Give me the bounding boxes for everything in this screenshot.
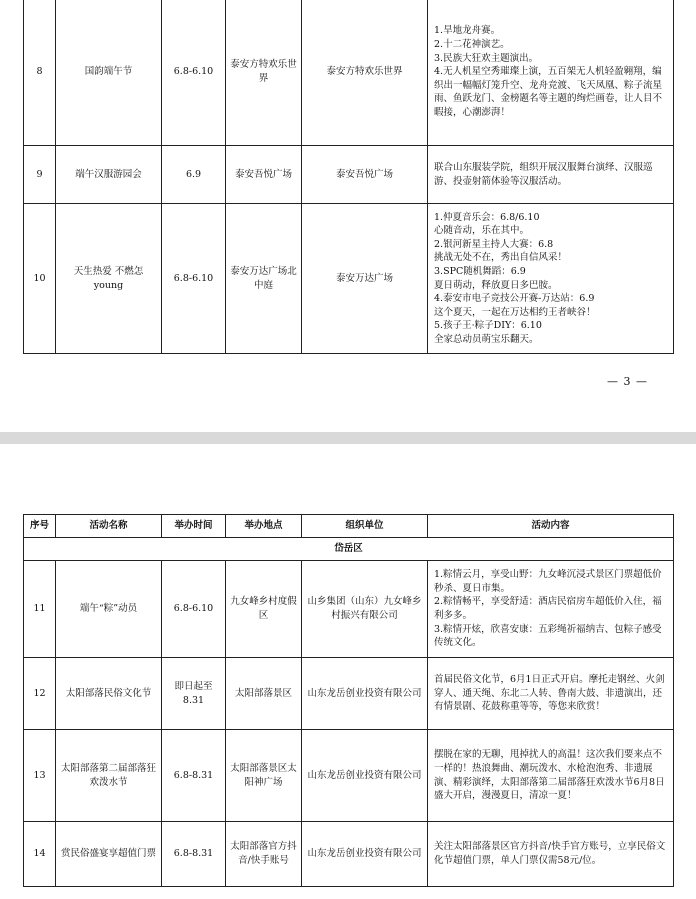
header-activity-name: 活动名称 [56,515,162,538]
header-time: 举办时间 [162,515,226,538]
activity-content [428,146,674,204]
content-line: 挑战无处不在，秀出自信风采！ [434,252,568,264]
content-line: 1.仲夏音乐会：6.8/6.10 [434,211,540,223]
content-line: 这个夏天，一起在万达相约王者峡谷！ [434,306,596,318]
row-number: 11 [24,561,56,658]
row-number: 10 [24,204,56,354]
row-number: 14 [24,822,56,887]
page-number: — 3 — [607,375,648,388]
activity-name: 天生热爱 不燃怎young [56,204,162,354]
activity-name: 太阳部落民俗文化节 [56,658,162,730]
content-line: 心随音动，乐在其中。 [434,225,530,237]
activity-place: 太阳部落官方抖音/快手账号 [226,822,302,887]
activity-place: 泰安方特欢乐世界 [226,0,302,146]
row-number: 13 [24,730,56,822]
region-row [24,538,674,561]
table-row [24,822,674,887]
content-line: 3.SPC随机舞蹈：6.9 [434,265,526,277]
activity-place: 太阳部落景区太阳神广场 [226,730,302,822]
header-organizer: 组织单位 [302,515,428,538]
table-row [24,146,674,204]
activity-content [428,822,674,887]
activity-time: 6.9 [162,146,226,204]
activity-content [428,561,674,658]
organizer: 山东龙岳创业投资有限公司 [302,822,428,887]
content-line: 1.旱地龙舟赛。 [434,25,501,37]
content-line: 4.无人机星空秀璀璨上演，五百架无人机轻盈翱翔，编织出一幅幅灯笼升空、龙舟竞渡、飞天凤凰、粽子流星雨、鱼跃龙门、金榜题名等主题的绚烂画卷，让人目不暇接，心潮澎湃！ [434,66,663,118]
activities-table-page4 [23,514,674,887]
activity-place: 泰安万达广场北中庭 [226,204,302,354]
row-number: 12 [24,658,56,730]
activity-name: 国韵端午节 [56,0,162,146]
content-line: 3.粽情开炫，欣喜安康：五彩绳祈福纳吉、包粽子感受传统文化。 [434,623,662,649]
table-row [24,561,674,658]
content-line: 2.十二花神演艺。 [434,39,510,51]
region-title: 岱岳区 [24,538,674,561]
activity-time: 6.8-6.10 [162,561,226,658]
organizer: 山东龙岳创业投资有限公司 [302,730,428,822]
organizer: 山乡集团（山东）九女峰乡村振兴有限公司 [302,561,428,658]
header-number: 序号 [24,515,56,538]
activity-name: 端午汉服游园会 [56,146,162,204]
activity-time: 6.8-6.10 [162,0,226,146]
activity-place: 太阳部落景区 [226,658,302,730]
table-row [24,204,674,354]
page-separator [0,432,696,444]
header-content: 活动内容 [428,515,674,538]
activity-time: 6.8-8.31 [162,822,226,887]
activity-name: 太阳部落第二届部落狂欢泼水节 [56,730,162,822]
activity-content [428,658,674,730]
content-line: 2.银河新星主持人大赛：6.8 [434,238,554,250]
organizer: 泰安吾悦广场 [302,146,428,204]
content-line: 2.粽情畅平，享受舒适：酒店民宿房车超低价入住，福利多多。 [434,596,662,621]
content-line: 摆脱在家的无聊，甩掉扰人的高温！这次我们要来点不一样的！热浪舞曲、潮玩泼水、水枪泡泡秀、非遗展演、精彩演绎，太阳部落第二届部落狂欢泼水节6月8日盛大开启，漫漫夏日，清凉一夏！ [434,749,665,802]
content-line: 首届民俗文化节，6月1日正式开启。摩托走钢丝、火剑穿人、通天绳、东北二人转、鲁南大鼓、非遗演出，还有情景剧、花鼓称重等等，等您来欣赏！ [434,674,665,713]
activity-name: 赏民俗盛宴享超值门票 [56,822,162,887]
content-line: 5.孩子王·粽子DIY：6.10 [434,320,542,332]
activity-content [428,204,674,354]
activity-place: 九女峰乡村度假区 [226,561,302,658]
table-header-row [24,515,674,538]
activity-time: 6.8-6.10 [162,204,226,354]
header-place: 举办地点 [226,515,302,538]
activities-table-page3 [23,0,674,354]
table-row [24,658,674,730]
content-line: 4.泰安市电子竞技公开赛-万达站：6.9 [434,293,595,305]
content-line: 3.民族大狂欢主题演出。 [434,52,539,64]
content-line: 联合山东服装学院，组织开展汉服舞台演绎、汉服巡游、投壶射箭体验等汉服活动。 [434,161,653,187]
table-row [24,730,674,822]
content-line: 夏日萌动，释放夏日多巴胺。 [434,279,558,291]
activity-time: 即日起至8.31 [162,658,226,730]
activity-content [428,0,674,146]
page-3 [0,0,696,432]
content-line: 关注太阳部落景区官方抖音/快手官方账号，立享民俗文化节超值门票，单人门票仅需58元/位。 [434,841,666,866]
organizer: 泰安方特欢乐世界 [302,0,428,146]
content-line: 全家总动员萌宝乐翻天。 [434,333,539,345]
row-number: 9 [24,146,56,204]
organizer: 山东龙岳创业投资有限公司 [302,658,428,730]
organizer: 泰安万达广场 [302,204,428,354]
row-number: 8 [24,0,56,146]
table-row [24,0,674,146]
page-4 [0,444,696,899]
content-line: 1.粽情云月，享受山野：九女峰沉浸式景区门票超低价秒杀、夏日市集。 [434,569,662,594]
activity-place: 泰安吾悦广场 [226,146,302,204]
activity-content [428,730,674,822]
activity-time: 6.8-8.31 [162,730,226,822]
activity-name: 端午“粽”动员 [56,561,162,658]
